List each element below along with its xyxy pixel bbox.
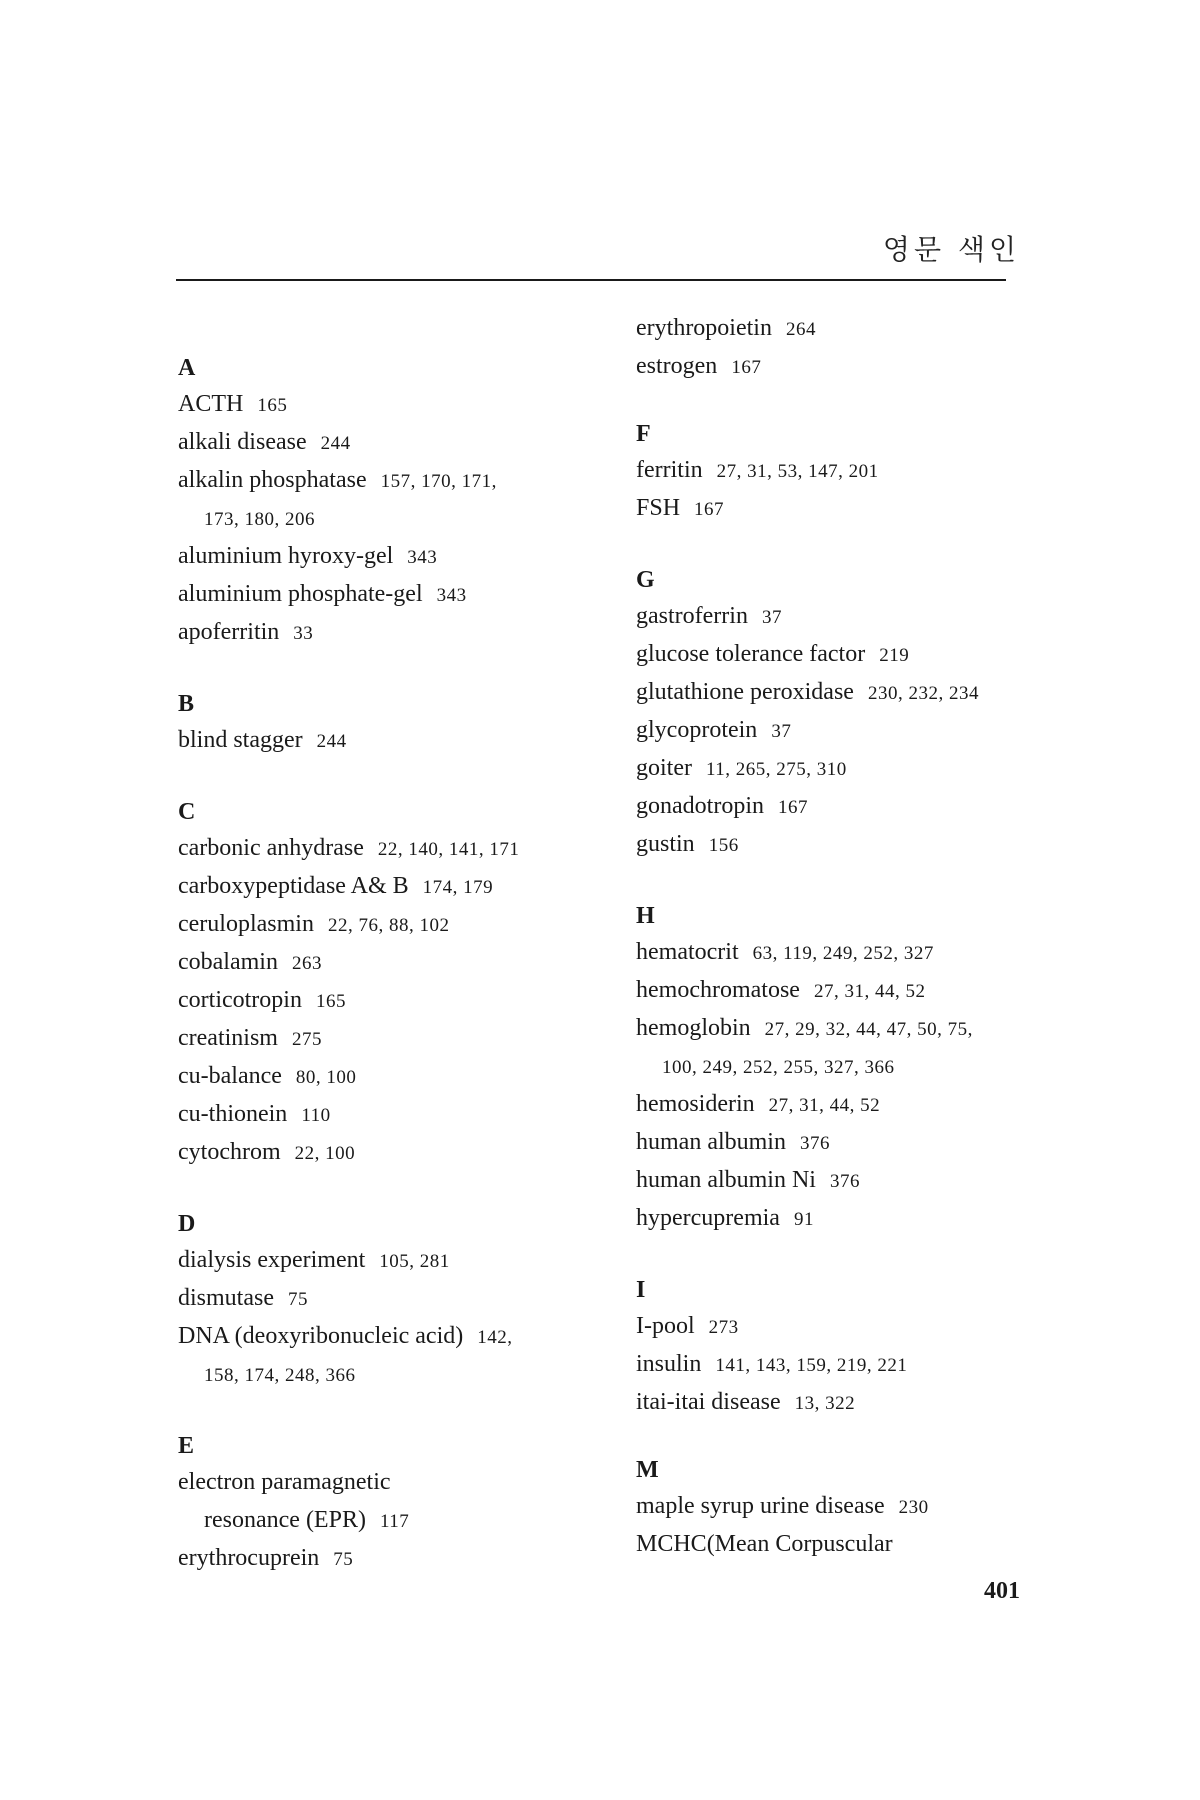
section-letter-e: E — [178, 1433, 195, 1459]
index-entry: resonance (EPR) 117 — [204, 1507, 410, 1533]
index-entry: blind stagger 244 — [178, 727, 347, 753]
section-letter-i: I — [636, 1277, 646, 1303]
left-column — [178, 350, 618, 1578]
index-entry: carboxypeptidase A& B 174, 179 — [178, 873, 494, 899]
index-entry: ACTH 165 — [178, 391, 288, 417]
index-entry: ceruloplasmin 22, 76, 88, 102 — [178, 911, 450, 937]
index-entry: FSH 167 — [636, 495, 725, 521]
section-gap — [636, 864, 1076, 898]
index-entry: electron paramagnetic — [178, 1469, 391, 1495]
index-entry: erythropoietin 264 — [636, 315, 816, 341]
index-entry: dialysis experiment 105, 281 — [178, 1247, 450, 1273]
section-gap — [178, 760, 618, 794]
section-gap — [636, 1238, 1076, 1272]
index-entry: goiter 11, 265, 275, 310 — [636, 755, 847, 781]
section-letter-b: B — [178, 691, 195, 717]
index-entry: corticotropin 165 — [178, 987, 346, 1013]
index-entry: human albumin Ni 376 — [636, 1167, 860, 1193]
index-entry: gustin 156 — [636, 831, 739, 857]
index-entry: cu-balance 80, 100 — [178, 1063, 357, 1089]
index-entry-continuation: 173, 180, 206 — [204, 509, 315, 530]
header-rule — [176, 279, 1006, 281]
section-gap — [636, 528, 1076, 562]
index-entry: maple syrup urine disease 230 — [636, 1493, 929, 1519]
index-entry: DNA (deoxyribonucleic acid) 142, — [178, 1323, 513, 1349]
section-letter-h: H — [636, 903, 655, 929]
index-entry: MCHC(Mean Corpuscular — [636, 1531, 893, 1557]
page-number: 401 — [984, 1578, 1020, 1604]
index-entry: hemoglobin 27, 29, 32, 44, 47, 50, 75, — [636, 1015, 973, 1041]
section-gap — [178, 1172, 618, 1206]
index-entry-continuation: 158, 174, 248, 366 — [204, 1365, 356, 1386]
index-entry: human albumin 376 — [636, 1129, 830, 1155]
index-entry: carbonic anhydrase 22, 140, 141, 171 — [178, 835, 520, 861]
index-entry: ferritin 27, 31, 53, 147, 201 — [636, 457, 879, 483]
index-entry: creatinism 275 — [178, 1025, 322, 1051]
index-entry: I-pool 273 — [636, 1313, 739, 1339]
index-entry: hypercupremia 91 — [636, 1205, 814, 1231]
index-entry: insulin 141, 143, 159, 219, 221 — [636, 1351, 908, 1377]
index-entry: itai-itai disease 13, 322 — [636, 1389, 856, 1415]
index-entry: alkali disease 244 — [178, 429, 351, 455]
section-gap — [636, 386, 1076, 416]
index-entry: aluminium phosphate-gel 343 — [178, 581, 467, 607]
right-column — [636, 310, 1076, 1564]
section-letter-c: C — [178, 799, 196, 825]
index-entry: glucose tolerance factor 219 — [636, 641, 910, 667]
index-entry: aluminium hyroxy-gel 343 — [178, 543, 438, 569]
index-entry: cytochrom 22, 100 — [178, 1139, 356, 1165]
index-entry: glutathione peroxidase 230, 232, 234 — [636, 679, 979, 705]
section-letter-a: A — [178, 355, 196, 381]
index-entry: dismutase 75 — [178, 1285, 308, 1311]
section-letter-m: M — [636, 1457, 659, 1483]
section-letter-d: D — [178, 1211, 196, 1237]
index-entry: alkalin phosphatase 157, 170, 171, — [178, 467, 497, 493]
index-entry: gastroferrin 37 — [636, 603, 782, 629]
running-header: 영문 색인 — [882, 233, 1020, 266]
section-gap — [178, 1394, 618, 1428]
index-entry: hemochromatose 27, 31, 44, 52 — [636, 977, 926, 1003]
index-entry: cu-thionein 110 — [178, 1101, 331, 1127]
index-entry: gonadotropin 167 — [636, 793, 808, 819]
index-entry-continuation: 100, 249, 252, 255, 327, 366 — [662, 1057, 895, 1078]
index-entry: erythrocuprein 75 — [178, 1545, 354, 1571]
index-entry: glycoprotein 37 — [636, 717, 792, 743]
index-entry: apoferritin 33 — [178, 619, 314, 645]
section-letter-f: F — [636, 421, 651, 447]
index-entry: hematocrit 63, 119, 249, 252, 327 — [636, 939, 934, 965]
section-gap — [636, 1422, 1076, 1452]
index-entry: hemosiderin 27, 31, 44, 52 — [636, 1091, 881, 1117]
section-letter-g: G — [636, 567, 655, 593]
index-entry: cobalamin 263 — [178, 949, 322, 975]
section-gap — [178, 652, 618, 686]
index-entry: estrogen 167 — [636, 353, 762, 379]
